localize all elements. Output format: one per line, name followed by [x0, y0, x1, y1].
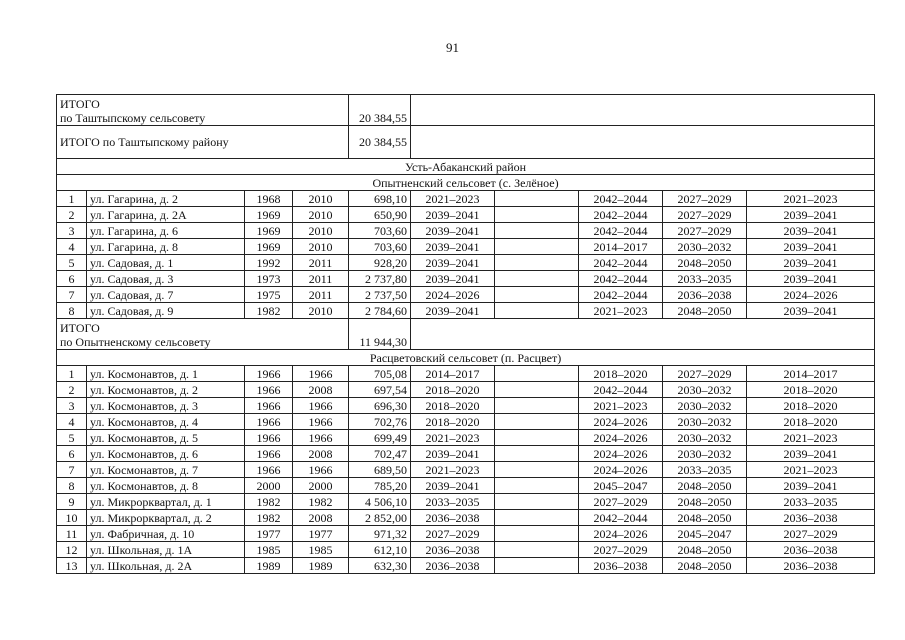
- year-built-cell: 1989: [245, 558, 293, 574]
- period-cell: 2021–2023: [747, 191, 875, 207]
- period-cell: 2021–2023: [747, 430, 875, 446]
- table-row: [57, 255, 875, 271]
- period-cell: [495, 191, 579, 207]
- empty-cell: [411, 95, 875, 126]
- period-cell: 2027–2029: [411, 526, 495, 542]
- period-cell: 2030–2032: [663, 382, 747, 398]
- period-cell: [495, 526, 579, 542]
- year-built-cell: 2000: [245, 478, 293, 494]
- year-cell: 2011: [293, 287, 349, 303]
- period-cell: 2024–2026: [579, 526, 663, 542]
- row-number: 9: [57, 494, 87, 510]
- period-cell: 2039–2041: [411, 303, 495, 319]
- address-cell: ул. Микрорквартал, д. 2: [87, 510, 245, 526]
- period-cell: 2045–2047: [663, 526, 747, 542]
- year-built-cell: 1966: [245, 382, 293, 398]
- area-cell: 705,08: [349, 366, 411, 382]
- table-row: [57, 526, 875, 542]
- period-cell: 2042–2044: [579, 510, 663, 526]
- year-cell: 1966: [293, 366, 349, 382]
- period-cell: 2048–2050: [663, 558, 747, 574]
- row-number: 8: [57, 478, 87, 494]
- table-row: [57, 494, 875, 510]
- period-cell: 2027–2029: [663, 191, 747, 207]
- period-cell: [495, 223, 579, 239]
- year-built-cell: 1973: [245, 271, 293, 287]
- period-cell: 2042–2044: [579, 191, 663, 207]
- row-number: 5: [57, 430, 87, 446]
- period-cell: 2048–2050: [663, 494, 747, 510]
- section-header-row: [57, 175, 875, 191]
- period-cell: 2039–2041: [411, 223, 495, 239]
- period-cell: 2045–2047: [579, 478, 663, 494]
- year-built-cell: 1966: [245, 414, 293, 430]
- year-built-cell: 1966: [245, 430, 293, 446]
- table-row: [57, 430, 875, 446]
- period-cell: 2036–2038: [411, 542, 495, 558]
- period-cell: 2039–2041: [411, 207, 495, 223]
- period-cell: 2030–2032: [663, 239, 747, 255]
- period-cell: 2048–2050: [663, 510, 747, 526]
- row-number: 6: [57, 271, 87, 287]
- period-cell: 2048–2050: [663, 255, 747, 271]
- table-row: [57, 239, 875, 255]
- period-cell: [495, 287, 579, 303]
- period-cell: 2042–2044: [579, 382, 663, 398]
- table-row: [57, 398, 875, 414]
- area-cell: 697,54: [349, 382, 411, 398]
- year-built-cell: 1985: [245, 542, 293, 558]
- row-number: 12: [57, 542, 87, 558]
- year-cell: 2010: [293, 207, 349, 223]
- period-cell: 2048–2050: [663, 303, 747, 319]
- year-cell: 2000: [293, 478, 349, 494]
- period-cell: 2039–2041: [747, 239, 875, 255]
- period-cell: 2033–2035: [663, 271, 747, 287]
- area-cell: 4 506,10: [349, 494, 411, 510]
- year-cell: 1966: [293, 398, 349, 414]
- year-built-cell: 1975: [245, 287, 293, 303]
- period-cell: 2042–2044: [579, 255, 663, 271]
- period-cell: 2027–2029: [663, 223, 747, 239]
- table-row: [57, 207, 875, 223]
- year-built-cell: 1966: [245, 462, 293, 478]
- year-built-cell: 1966: [245, 366, 293, 382]
- period-cell: 2033–2035: [663, 462, 747, 478]
- period-cell: [495, 510, 579, 526]
- row-number: 11: [57, 526, 87, 542]
- address-cell: ул. Садовая, д. 9: [87, 303, 245, 319]
- period-cell: [495, 239, 579, 255]
- period-cell: [495, 271, 579, 287]
- address-cell: ул. Гагарина, д. 6: [87, 223, 245, 239]
- period-cell: 2042–2044: [579, 271, 663, 287]
- area-cell: 2 852,00: [349, 510, 411, 526]
- period-cell: 2014–2017: [747, 366, 875, 382]
- period-cell: 2027–2029: [747, 526, 875, 542]
- area-cell: 2 737,80: [349, 271, 411, 287]
- address-cell: ул. Садовая, д. 1: [87, 255, 245, 271]
- period-cell: 2021–2023: [579, 303, 663, 319]
- address-cell: ул. Космонавтов, д. 4: [87, 414, 245, 430]
- row-number: 13: [57, 558, 87, 574]
- period-cell: 2021–2023: [579, 398, 663, 414]
- period-cell: 2048–2050: [663, 542, 747, 558]
- table-row: [57, 191, 875, 207]
- year-built-cell: 1969: [245, 239, 293, 255]
- address-cell: ул. Школьная, д. 2А: [87, 558, 245, 574]
- period-cell: [495, 558, 579, 574]
- period-cell: [495, 446, 579, 462]
- period-cell: 2014–2017: [579, 239, 663, 255]
- empty-cell: [411, 319, 875, 350]
- area-cell: 2 737,50: [349, 287, 411, 303]
- period-cell: 2021–2023: [747, 462, 875, 478]
- address-cell: ул. Садовая, д. 7: [87, 287, 245, 303]
- period-cell: 2024–2026: [579, 414, 663, 430]
- row-number: 1: [57, 366, 87, 382]
- table-row: [57, 542, 875, 558]
- section-header-row: [57, 350, 875, 366]
- address-cell: ул. Космонавтов, д. 8: [87, 478, 245, 494]
- area-cell: 699,49: [349, 430, 411, 446]
- period-cell: [495, 494, 579, 510]
- total-value: 20 384,55: [349, 126, 411, 159]
- year-cell: 2008: [293, 382, 349, 398]
- row-number: 7: [57, 462, 87, 478]
- area-cell: 928,20: [349, 255, 411, 271]
- period-cell: 2030–2032: [663, 446, 747, 462]
- period-cell: 2018–2020: [579, 366, 663, 382]
- year-cell: 2011: [293, 255, 349, 271]
- table-row: [57, 366, 875, 382]
- period-cell: 2024–2026: [579, 446, 663, 462]
- year-built-cell: 1982: [245, 494, 293, 510]
- address-cell: ул. Гагарина, д. 8: [87, 239, 245, 255]
- area-cell: 698,10: [349, 191, 411, 207]
- year-built-cell: 1966: [245, 446, 293, 462]
- period-cell: [495, 382, 579, 398]
- period-cell: 2024–2026: [579, 462, 663, 478]
- period-cell: 2018–2020: [747, 398, 875, 414]
- period-cell: 2018–2020: [747, 414, 875, 430]
- row-number: 6: [57, 446, 87, 462]
- period-cell: 2036–2038: [747, 510, 875, 526]
- period-cell: [495, 303, 579, 319]
- row-number: 3: [57, 223, 87, 239]
- period-cell: [495, 462, 579, 478]
- address-cell: ул. Школьная, д. 1А: [87, 542, 245, 558]
- table-row: [57, 303, 875, 319]
- year-cell: 2010: [293, 223, 349, 239]
- table-row: [57, 287, 875, 303]
- period-cell: 2030–2032: [663, 398, 747, 414]
- row-number: 4: [57, 414, 87, 430]
- period-cell: [495, 478, 579, 494]
- year-cell: 1985: [293, 542, 349, 558]
- period-cell: 2039–2041: [747, 207, 875, 223]
- total-value: 11 944,30: [349, 319, 411, 350]
- section-title: Расцветовский сельсовет (п. Расцвет): [57, 350, 875, 366]
- empty-cell: [411, 126, 875, 159]
- year-cell: 2010: [293, 191, 349, 207]
- period-cell: 2027–2029: [663, 366, 747, 382]
- table-row: [57, 223, 875, 239]
- year-built-cell: 1966: [245, 398, 293, 414]
- year-cell: 1966: [293, 462, 349, 478]
- year-cell: 2010: [293, 239, 349, 255]
- row-number: 1: [57, 191, 87, 207]
- period-cell: 2039–2041: [411, 446, 495, 462]
- area-cell: 650,90: [349, 207, 411, 223]
- total-row-opytnen-selsovet: [57, 319, 875, 350]
- row-number: 4: [57, 239, 87, 255]
- year-built-cell: 1968: [245, 191, 293, 207]
- area-cell: 2 784,60: [349, 303, 411, 319]
- period-cell: 2039–2041: [411, 255, 495, 271]
- period-cell: 2036–2038: [747, 558, 875, 574]
- total-row-tashtyp-raion: [57, 126, 875, 159]
- section-title: Опытненский сельсовет (с. Зелёное): [57, 175, 875, 191]
- period-cell: 2024–2026: [411, 287, 495, 303]
- period-cell: 2027–2029: [579, 542, 663, 558]
- table-row: [57, 558, 875, 574]
- period-cell: 2033–2035: [747, 494, 875, 510]
- table-row: [57, 462, 875, 478]
- address-cell: ул. Садовая, д. 3: [87, 271, 245, 287]
- period-cell: 2021–2023: [411, 462, 495, 478]
- year-cell: 1966: [293, 414, 349, 430]
- period-cell: 2014–2017: [411, 366, 495, 382]
- address-cell: ул. Космонавтов, д. 1: [87, 366, 245, 382]
- period-cell: 2018–2020: [747, 382, 875, 398]
- row-number: 8: [57, 303, 87, 319]
- row-number: 2: [57, 382, 87, 398]
- row-number: 5: [57, 255, 87, 271]
- period-cell: 2024–2026: [747, 287, 875, 303]
- period-cell: 2021–2023: [411, 430, 495, 446]
- period-cell: [495, 542, 579, 558]
- year-built-cell: 1969: [245, 223, 293, 239]
- year-cell: 1966: [293, 430, 349, 446]
- period-cell: 2039–2041: [747, 223, 875, 239]
- year-built-cell: 1982: [245, 510, 293, 526]
- address-cell: ул. Космонавтов, д. 2: [87, 382, 245, 398]
- period-cell: 2039–2041: [747, 271, 875, 287]
- address-cell: ул. Космонавтов, д. 7: [87, 462, 245, 478]
- area-cell: 696,30: [349, 398, 411, 414]
- area-cell: 971,32: [349, 526, 411, 542]
- table-row: [57, 414, 875, 430]
- table-row: [57, 271, 875, 287]
- year-cell: 2008: [293, 510, 349, 526]
- address-cell: ул. Фабричная, д. 10: [87, 526, 245, 542]
- district-header-row: [57, 159, 875, 175]
- year-built-cell: 1982: [245, 303, 293, 319]
- row-number: 7: [57, 287, 87, 303]
- year-built-cell: 1969: [245, 207, 293, 223]
- year-cell: 1989: [293, 558, 349, 574]
- district-title: Усть-Абаканский район: [57, 159, 875, 175]
- year-cell: 2008: [293, 446, 349, 462]
- program-table: [56, 94, 875, 574]
- area-cell: 785,20: [349, 478, 411, 494]
- area-cell: 632,30: [349, 558, 411, 574]
- period-cell: 2036–2038: [747, 542, 875, 558]
- table-row: [57, 446, 875, 462]
- period-cell: 2042–2044: [579, 223, 663, 239]
- total-label: ИТОГО по Таштыпскому сельсовету: [57, 95, 349, 126]
- address-cell: ул. Космонавтов, д. 6: [87, 446, 245, 462]
- page-number: 91: [446, 40, 459, 55]
- year-cell: 2010: [293, 303, 349, 319]
- period-cell: 2036–2038: [411, 510, 495, 526]
- year-cell: 1977: [293, 526, 349, 542]
- period-cell: 2039–2041: [747, 478, 875, 494]
- table-row: [57, 382, 875, 398]
- period-cell: [495, 207, 579, 223]
- period-cell: 2018–2020: [411, 382, 495, 398]
- year-built-cell: 1992: [245, 255, 293, 271]
- period-cell: 2036–2038: [411, 558, 495, 574]
- period-cell: 2042–2044: [579, 287, 663, 303]
- period-cell: 2039–2041: [411, 239, 495, 255]
- address-cell: ул. Космонавтов, д. 3: [87, 398, 245, 414]
- total-label: ИТОГО по Опытненскому сельсовету: [57, 319, 349, 350]
- total-value: 20 384,55: [349, 95, 411, 126]
- address-cell: ул. Микрорквартал, д. 1: [87, 494, 245, 510]
- period-cell: [495, 366, 579, 382]
- period-cell: 2027–2029: [663, 207, 747, 223]
- period-cell: 2036–2038: [579, 558, 663, 574]
- period-cell: 2018–2020: [411, 414, 495, 430]
- address-cell: ул. Гагарина, д. 2: [87, 191, 245, 207]
- period-cell: [495, 430, 579, 446]
- period-cell: 2048–2050: [663, 478, 747, 494]
- period-cell: [495, 255, 579, 271]
- area-cell: 703,60: [349, 239, 411, 255]
- total-row-tashtyp-selsovet: [57, 95, 875, 126]
- table-row: [57, 510, 875, 526]
- area-cell: 689,50: [349, 462, 411, 478]
- period-cell: 2033–2035: [411, 494, 495, 510]
- total-label: ИТОГО по Таштыпскому району: [57, 126, 349, 159]
- period-cell: 2039–2041: [411, 271, 495, 287]
- year-cell: 1982: [293, 494, 349, 510]
- address-cell: ул. Гагарина, д. 2А: [87, 207, 245, 223]
- period-cell: 2039–2041: [411, 478, 495, 494]
- area-cell: 612,10: [349, 542, 411, 558]
- row-number: 3: [57, 398, 87, 414]
- period-cell: 2030–2032: [663, 414, 747, 430]
- area-cell: 703,60: [349, 223, 411, 239]
- area-cell: 702,47: [349, 446, 411, 462]
- period-cell: 2027–2029: [579, 494, 663, 510]
- period-cell: 2018–2020: [411, 398, 495, 414]
- row-number: 10: [57, 510, 87, 526]
- period-cell: 2042–2044: [579, 207, 663, 223]
- year-built-cell: 1977: [245, 526, 293, 542]
- period-cell: 2021–2023: [411, 191, 495, 207]
- period-cell: 2030–2032: [663, 430, 747, 446]
- period-cell: 2039–2041: [747, 303, 875, 319]
- row-number: 2: [57, 207, 87, 223]
- period-cell: [495, 414, 579, 430]
- period-cell: 2024–2026: [579, 430, 663, 446]
- period-cell: 2036–2038: [663, 287, 747, 303]
- period-cell: 2039–2041: [747, 446, 875, 462]
- year-cell: 2011: [293, 271, 349, 287]
- period-cell: [495, 398, 579, 414]
- table-row: [57, 478, 875, 494]
- area-cell: 702,76: [349, 414, 411, 430]
- period-cell: 2039–2041: [747, 255, 875, 271]
- address-cell: ул. Космонавтов, д. 5: [87, 430, 245, 446]
